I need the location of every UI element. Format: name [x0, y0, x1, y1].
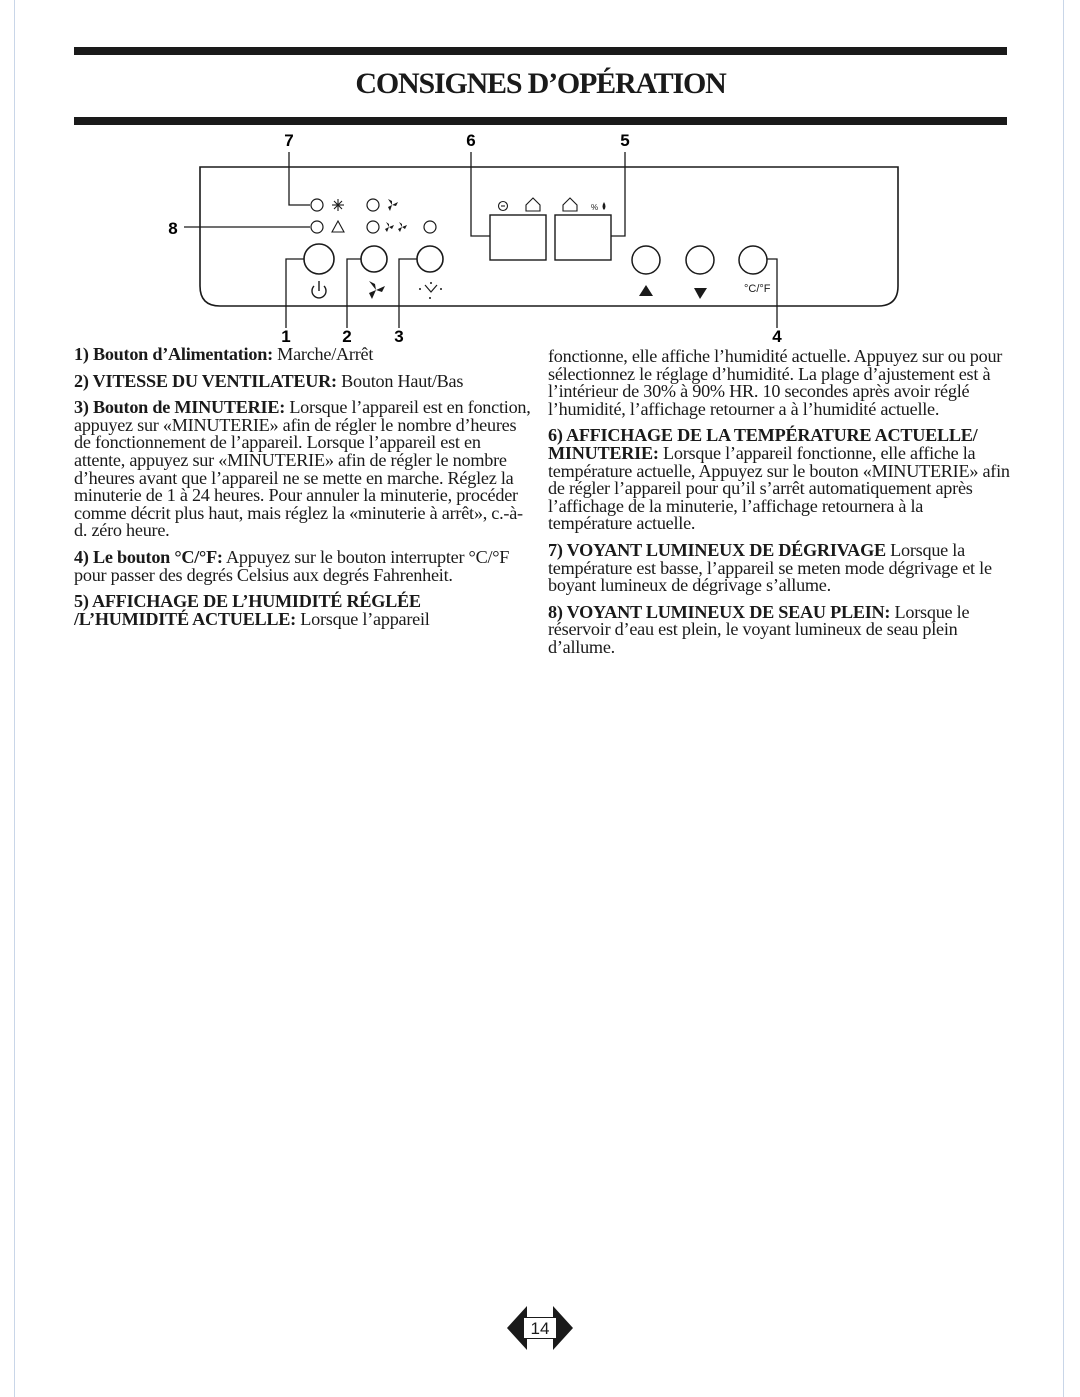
callout-8: 8 — [168, 219, 178, 238]
callout-4: 4 — [772, 327, 782, 345]
top-rule — [74, 47, 1007, 55]
item-2-text: Bouton Haut/Bas — [336, 370, 464, 391]
timer-button — [417, 246, 443, 272]
fan-icon — [369, 281, 385, 299]
power-icon — [312, 281, 326, 298]
callout-1: 1 — [281, 327, 291, 345]
defrost-led — [311, 199, 323, 211]
callout-7: 7 — [284, 131, 294, 150]
fan-low-led — [367, 221, 379, 233]
right-column — [548, 348, 1010, 666]
item-1 — [74, 346, 534, 364]
home-icon — [526, 198, 540, 211]
item-5-text: Lorsque l’appareil — [295, 608, 430, 629]
leader-1 — [286, 259, 305, 328]
unit-label: °C/°F — [744, 283, 771, 295]
up-arrow-icon — [639, 285, 653, 296]
left-column — [74, 346, 534, 637]
item-3-label: 3) Bouton de MINUTERIE: — [74, 397, 286, 418]
item-6 — [548, 427, 1010, 533]
item-6-label: 6) AFFICHAGE DE LA TEMPÉRATURE ACTUELLE/ MINUTERIE: — [548, 425, 978, 463]
page-number-badge — [505, 1303, 575, 1353]
percent-icon: % — [591, 203, 599, 212]
item-3 — [74, 399, 534, 540]
panel-outline — [200, 167, 898, 306]
power-button — [304, 244, 334, 274]
callout-6: 6 — [466, 131, 476, 150]
timer-dots-icon — [419, 282, 442, 299]
item-4-label: 4) Le bouton °C/°F: — [74, 546, 223, 567]
leader-7 — [289, 152, 310, 205]
item-5 — [74, 593, 534, 628]
callout-3: 3 — [394, 327, 404, 345]
up-button — [632, 246, 660, 274]
fan-high-led — [367, 199, 379, 211]
item-6-text: Lorsque l’appareil fonctionne, elle affiche la température actuelle, Appuyez sur le bouton «MINUTERIE» afin de régler l’appareil pour qu’il s’arrêt automatiquement après l’affichage de la minuterie, l’affichage retournera à la température actuelle. — [548, 442, 1010, 534]
item-3-text: Lorsque l’appareil est en fonction, appuyez sur «MINUTERIE» afin de régler le nombre d’heures de fonctionnement de l’appareil. Lorsque l’appareil est en attente, appuyez sur «MINUTERIE» afin de régler le nombre d’heures avant que l’appareil ne se mette en marche. Réglez la minuterie de 1 à 24 heures. Pour annuler la minuterie, procéder comme décrit plus haut, mais réglez la «minuterie à arrêt», c.-à-d. zéro heure. — [74, 397, 531, 541]
fan-small-icon — [388, 199, 398, 211]
timer-led — [424, 221, 436, 233]
item-4-text: Appuyez sur le bouton interrupter °C/°F pour passer des degrés Celsius aux degrés Fahrenheit. — [74, 546, 510, 585]
snowflake-icon — [332, 199, 344, 211]
home-humidity-icon — [563, 198, 577, 211]
item-7-text: Lorsque la température est basse, l’appareil se meten mode dégrivage et le boyant lumineux de dégrivage s’allume. — [548, 539, 992, 596]
down-arrow-icon — [694, 288, 707, 299]
item-1-text: Marche/Arrêt — [272, 344, 374, 364]
item-1-label: 1) Bouton d’Alimentation: — [74, 344, 273, 364]
item-5-continued: fonctionne, elle affiche l’humidité actuelle. Appuyez sur ou pour sélectionnez le réglage d’humidité. La plage d’ajustement est à l’intérieur de 30% à 90% HR. 10 secondes après avoir réglé l’humidité, l’affichage retourner a à l’humidité actuelle. — [548, 346, 1003, 419]
leader-3 — [399, 259, 418, 328]
item-8-text: Lorsque le réservoir d’eau est plein, le voyant lumineux de seau plein d’allume. — [548, 601, 970, 657]
bucket-full-led — [311, 221, 323, 233]
callout-2: 2 — [342, 327, 352, 345]
item-8-label: 8) VOYANT LUMINEUX DE SEAU PLEIN: — [548, 601, 891, 622]
item-2-label: 2) VITESSE DU VENTILATEUR: — [74, 370, 337, 391]
leader-2 — [347, 259, 365, 328]
fan-double-icon — [385, 222, 407, 232]
item-7-label: 7) VOYANT LUMINEUX DE DÉGRIVAGE — [548, 539, 886, 560]
callout-5: 5 — [620, 131, 630, 150]
temperature-timer-display — [490, 215, 546, 260]
item-4 — [74, 546, 534, 585]
item-5-label: 5) AFFICHAGE DE L’HUMIDITÉ RÉGLÉE /L’HUMIDITÉ ACTUELLE: — [74, 591, 421, 629]
page-title: CONSIGNES D’OPÉRATION — [355, 67, 726, 100]
down-button — [686, 246, 714, 274]
control-panel-diagram — [0, 120, 1080, 345]
page-number: 14 — [530, 1319, 550, 1338]
humidity-display — [555, 215, 611, 260]
item-7 — [548, 539, 1010, 596]
item-2 — [74, 370, 534, 391]
unit-button — [739, 246, 767, 274]
drop-icon — [603, 202, 606, 210]
fan-speed-button — [361, 246, 387, 272]
item-8 — [548, 601, 1010, 657]
warning-icon — [332, 221, 344, 232]
